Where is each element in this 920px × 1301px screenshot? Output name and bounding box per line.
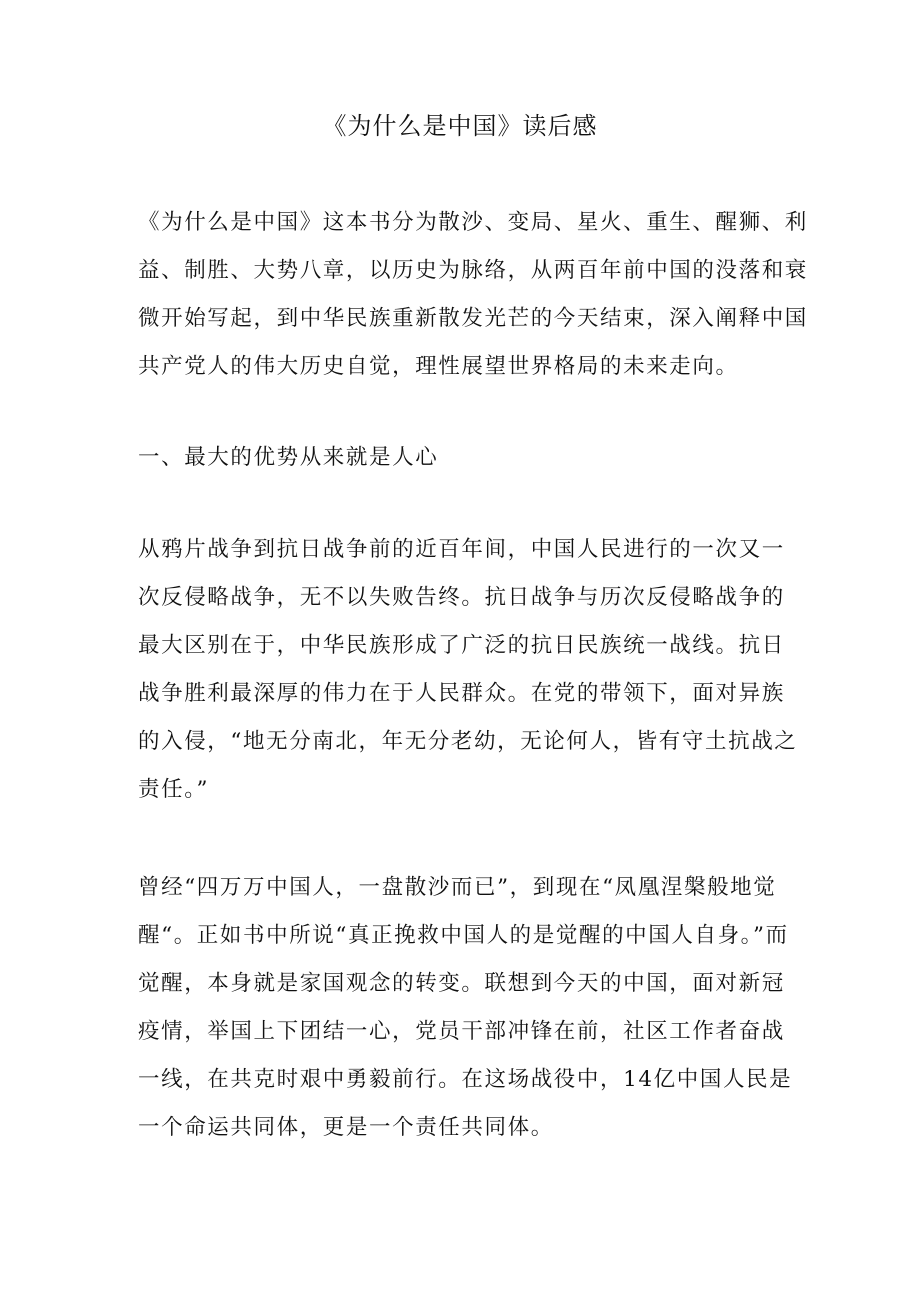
section-heading: 一、最大的优势从来就是人心 (138, 445, 439, 470)
body-paragraph-1: 从鸦片战争到抗日战争前的近百年间，中国人民进行的一次又一次反侵略战争，无不以失败告终。抗日战争与历次反侵略战争的最大区别在于，中华民族形成了广泛的抗日民族统一战线。抗日战争胜利最深厚的伟力在于人民群众。在党的带领下，面对异族的入侵，“地无分南北，年无分老幼，无论何人，皆有守土抗战之责任。” (138, 537, 798, 802)
body-paragraph-2: 曾经“四万万中国人，一盘散沙而已”，到现在“凤凰涅槃般地觉醒“。正如书中所说“真正挽救中国人的是觉醒的中国人自身。”而觉醒，本身就是家国观念的转变。联想到今天的中国，面对新冠疫情，举国上下团结一心，党员干部冲锋在前，社区工作者奋战一线，在共克时艰中勇毅前行。在这场战役中，14亿中国人民是一个命运共同体，更是一个责任共同体。 (138, 875, 793, 1140)
document-title: 《为什么是中国》读后感 (322, 112, 598, 140)
intro-paragraph: 《为什么是中国》这本书分为散沙、变局、星火、重生、醒狮、利益、制胜、大势八章，以历史为脉络，从两百年前中国的没落和衰微开始写起，到中华民族重新散发光芒的今天结束，深入阐释中国共产党人的伟大历史自觉，理性展望世界格局的未来走向。 (138, 210, 808, 379)
